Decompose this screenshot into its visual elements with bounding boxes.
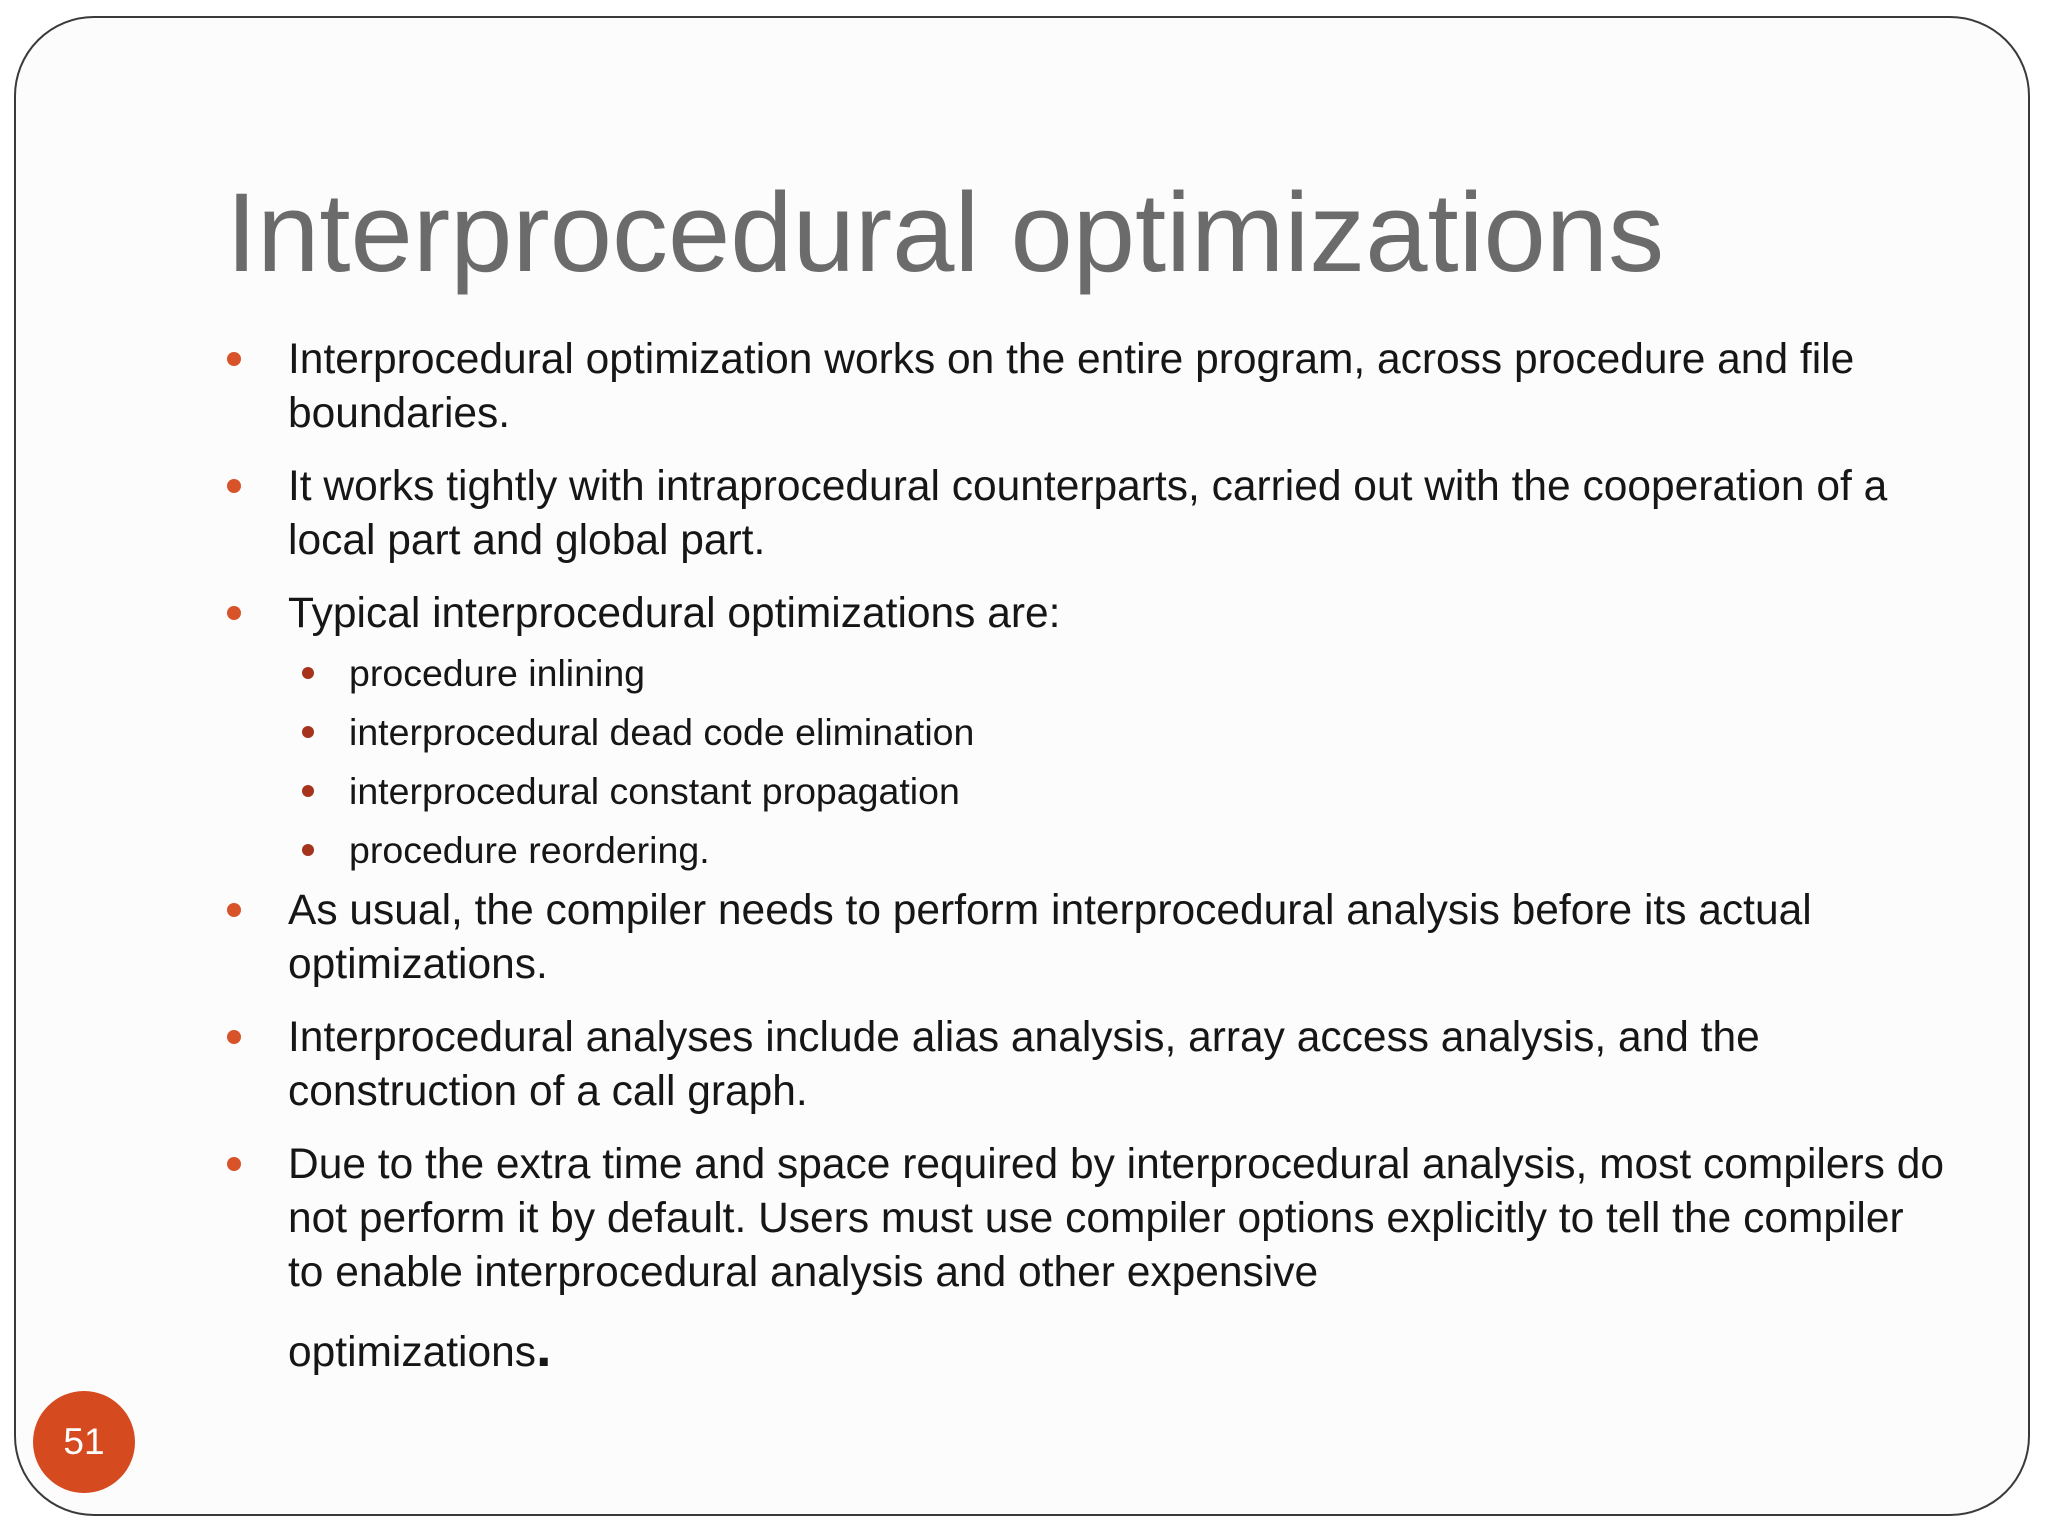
bullet-text: Typical interprocedural optimizations are: [288,590,1061,637]
bullet-text: It works tightly with intraprocedural counterparts, carried out with the cooperation of a local part and global part. [288,463,1888,564]
bullet-dot-icon [227,606,241,620]
bullet-text: Interprocedural analyses include alias analysis, array access analysis, and the construction of a call graph. [288,1014,1760,1115]
slide-number-badge: 51 [33,1391,135,1493]
sub-bullet-item [226,708,1946,756]
bullet-end-mark: . [536,1315,552,1378]
bullet-dot-icon [227,352,241,366]
bullet-last-word: optimizations [288,1329,537,1376]
bullet-item [226,587,1946,641]
sub-bullet-dot-icon [302,667,314,679]
sub-bullet-dot-icon [302,844,314,856]
bullet-item [226,1138,1946,1380]
sub-bullet-dot-icon [302,785,314,797]
bullet-last-line [288,1315,1946,1380]
sub-bullet-text: interprocedural dead code elimination [349,711,975,753]
sub-bullet-text: procedure reordering. [349,829,710,871]
sub-bullet-item [226,649,1946,697]
sub-bullet-dot-icon [302,726,314,738]
bullet-text: As usual, the compiler needs to perform interprocedural analysis before its actual optimizations. [288,887,1812,988]
sub-bullet-item [226,767,1946,815]
bullet-dot-icon [227,1157,241,1171]
bullet-text: Due to the extra time and space required by interprocedural analysis, most compilers do not perform it by default. Users must use compiler options explicitly to tell the compiler to enable interprocedural analysis and other expensive [288,1141,1944,1296]
bullet-text: Interprocedural optimization works on the entire program, across procedure and file boundaries. [288,336,1855,437]
slide-title: Interprocedural optimizations [226,170,1665,295]
bullet-item [226,884,1946,992]
bullet-dot-icon [227,1030,241,1044]
bullet-dot-icon [227,903,241,917]
sub-bullet-text: procedure inlining [349,652,646,694]
bullet-item [226,460,1946,568]
bullet-item [226,333,1946,441]
sub-bullet-item [226,826,1946,874]
bullet-item [226,1011,1946,1119]
slide-content [226,333,1946,1380]
sub-bullet-text: interprocedural constant propagation [349,770,960,812]
bullet-dot-icon [227,479,241,493]
